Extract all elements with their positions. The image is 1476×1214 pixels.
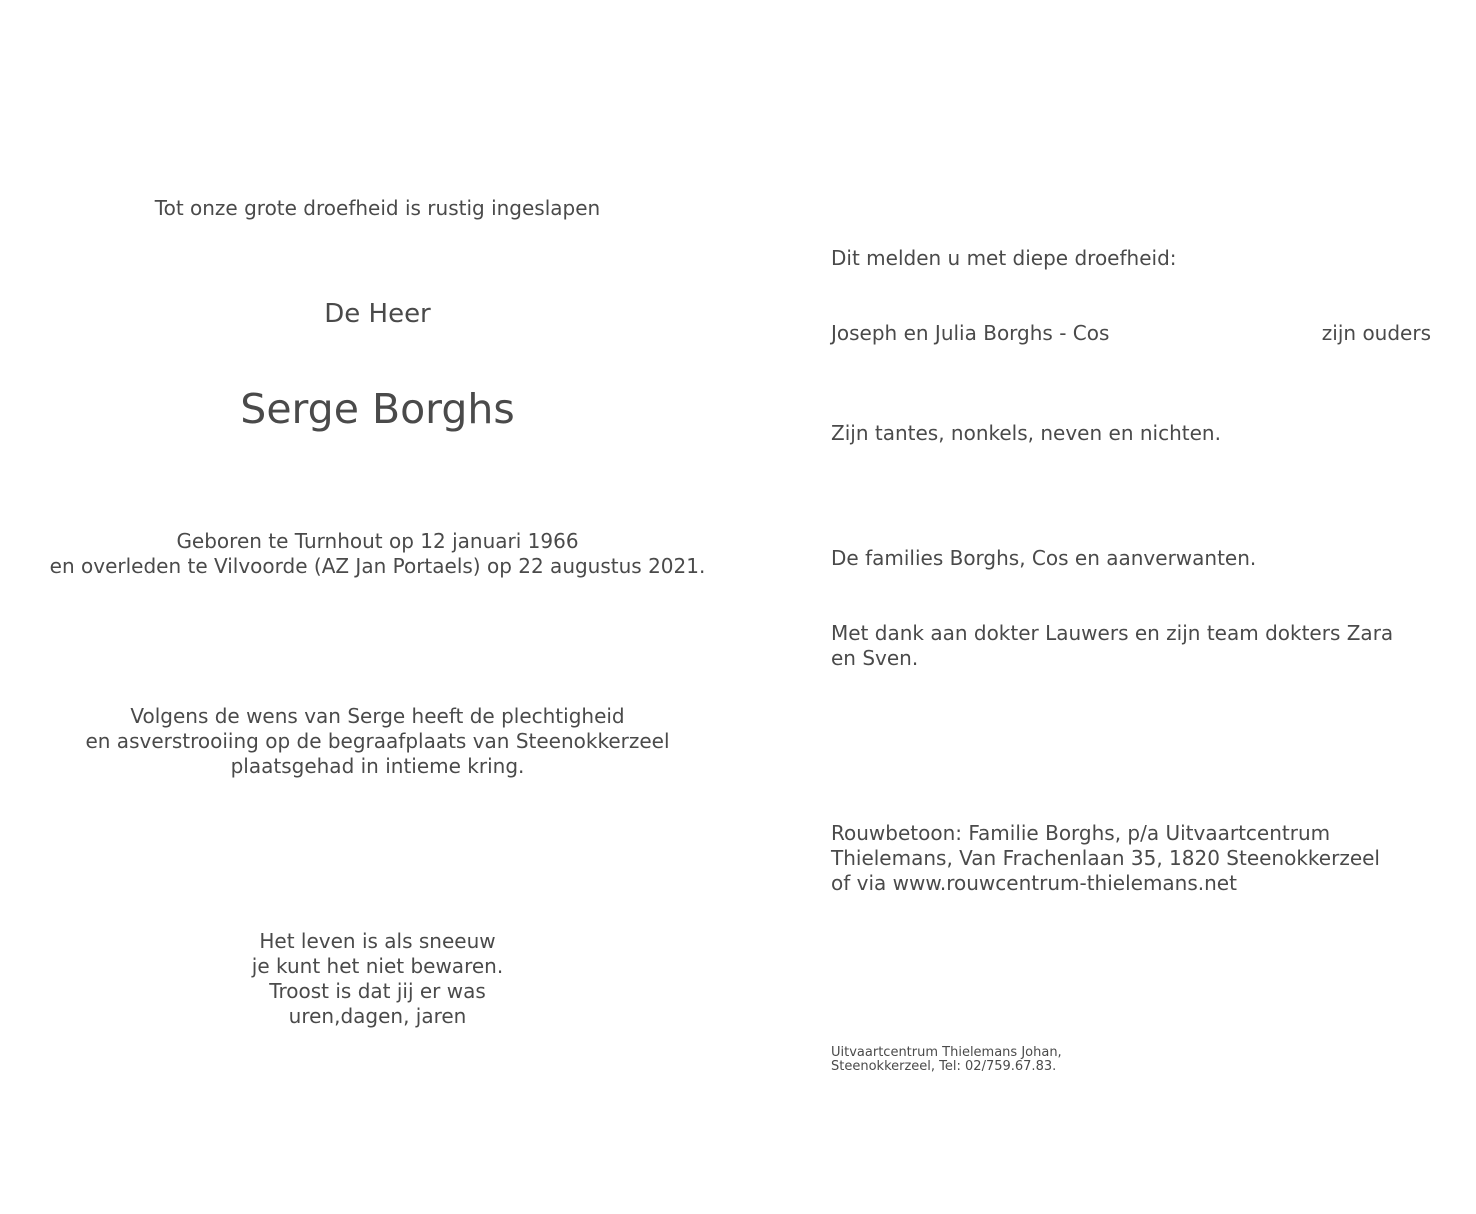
deceased-name: Serge Borghs: [240, 385, 515, 433]
ceremony-info: [0, 704, 755, 779]
birth-line: Geboren te Turnhout op 12 januari 1966: [176, 529, 579, 553]
ceremony-line: Volgens de wens van Serge heeft de plechtigheid: [130, 704, 625, 728]
death-line: en overleden te Vilvoorde (AZ Jan Portaels) op 22 augustus 2021.: [49, 554, 706, 578]
condolence-info: [831, 821, 1431, 896]
relatives-text: Zijn tantes, nonkels, neven en nichten.: [831, 421, 1221, 445]
parents-row: [831, 321, 1431, 346]
poem-line: Troost is dat jij er was: [269, 979, 486, 1003]
intro-text: Tot onze grote droefheid is rustig ingeslapen: [154, 196, 601, 220]
condolence-line: Rouwbetoon: Familie Borghs, p/a Uitvaartcentrum: [831, 821, 1331, 845]
parents-relation: zijn ouders: [1321, 321, 1431, 345]
honorific-title: De Heer: [324, 299, 431, 329]
parents-names: Joseph en Julia Borghs - Cos: [831, 321, 1110, 345]
ceremony-line: en asverstrooiing op de begraafplaats van Steenokkerzeel: [85, 729, 670, 753]
birth-death-info: [0, 529, 755, 579]
poem-line: Het leven is als sneeuw: [259, 929, 496, 953]
ceremony-line: plaatsgehad in intieme kring.: [230, 754, 525, 778]
families-text: De families Borghs, Cos en aanverwanten.: [831, 546, 1257, 570]
funeral-home-line: Steenokkerzeel, Tel: 02/759.67.83.: [831, 1059, 1057, 1074]
funeral-home-info: [831, 1046, 1431, 1074]
condolence-line: of via www.rouwcentrum-thielemans.net: [831, 871, 1237, 895]
poem-line: uren,dagen, jaren: [288, 1004, 467, 1028]
funeral-home-line: Uitvaartcentrum Thielemans Johan,: [831, 1045, 1062, 1060]
thanks-text: Met dank aan dokter Lauwers en zijn team dokters Zara en Sven.: [831, 621, 1394, 670]
condolence-line: Thielemans, Van Frachenlaan 35, 1820 Steenokkerzeel: [831, 846, 1380, 870]
poem-line: je kunt het niet bewaren.: [251, 954, 504, 978]
announcement-heading: Dit melden u met diepe droefheid:: [831, 246, 1177, 270]
memorial-poem: [0, 929, 755, 1029]
